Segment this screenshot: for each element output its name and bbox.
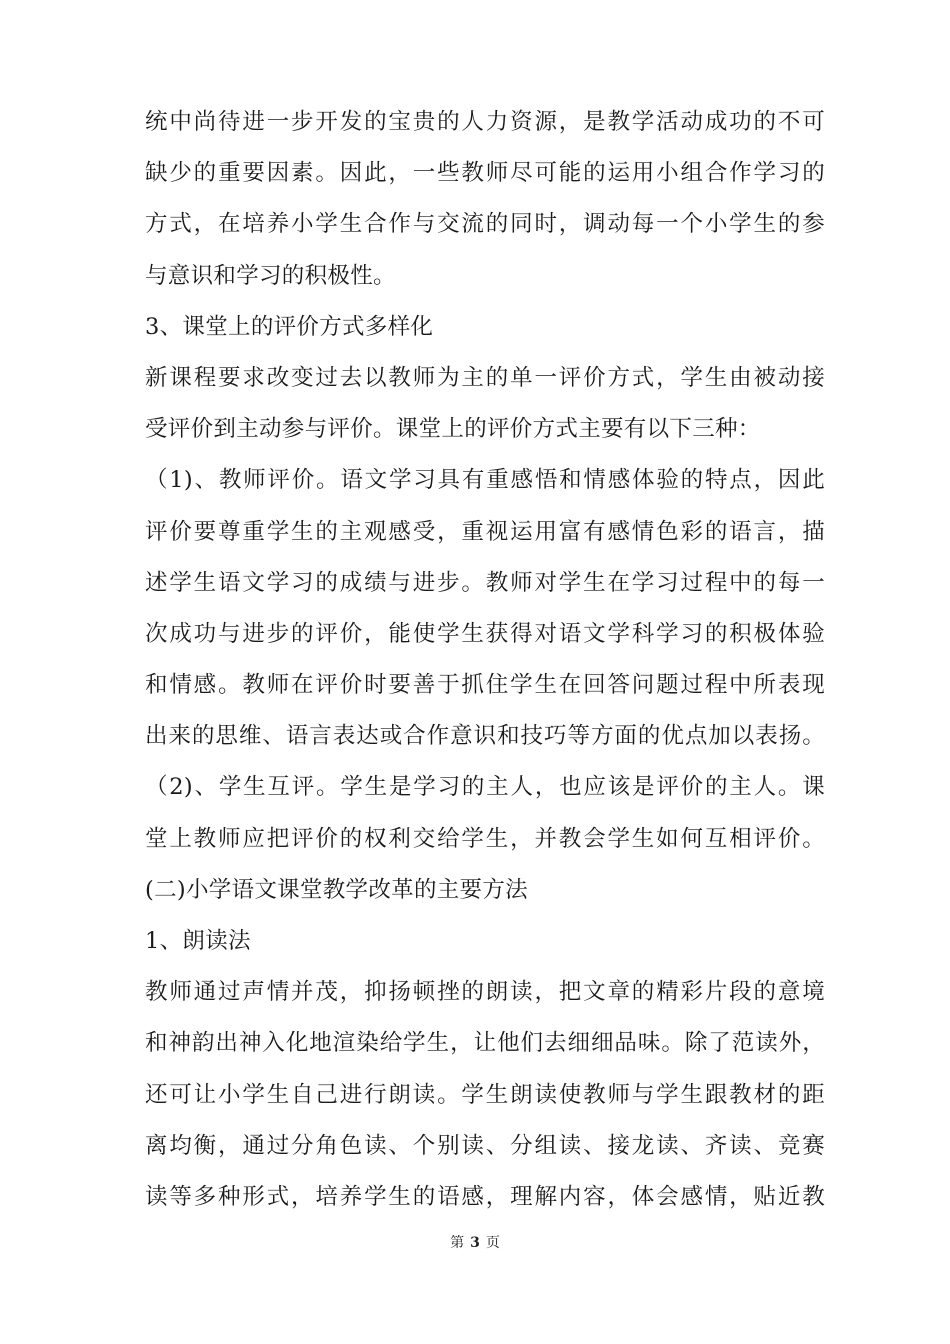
text-line: 读等多种形式，培养学生的语感，理解内容，体会感情，贴近教 (145, 1183, 825, 1210)
text-line: 和神韵出神入化地渲染给学生，让他们去细细品味。除了范读外， (145, 1030, 825, 1057)
text-line: 新课程要求改变过去以教师为主的单一评价方式，学生由被动接 (145, 364, 825, 391)
footer-suffix: 页 (485, 1235, 500, 1251)
page-footer (0, 1233, 950, 1253)
text-line: 和情感。教师在评价时要善于抓住学生在回答问题过程中所表现 (145, 672, 825, 699)
text-line: 统中尚待进一步开发的宝贵的人力资源，是教学活动成功的不可 (145, 109, 825, 135)
text-line: （2)、学生互评。学生是学习的主人，也应该是评价的主人。课 (145, 774, 825, 801)
text-line: 离均衡，通过分角色读、个别读、分组读、接龙读、齐读、竞赛 (145, 1132, 825, 1159)
text-line: 教师通过声情并茂，抑扬顿挫的朗读，把文章的精彩片段的意境 (145, 979, 825, 1006)
text-line: (二)小学语文课堂教学改革的主要方法 (145, 876, 528, 903)
text-line: 受评价到主动参与评价。课堂上的评价方式主要有以下三种： (145, 416, 761, 443)
text-line: 方式，在培养小学生合作与交流的同时，调动每一个小学生的参 (145, 211, 825, 238)
page-number: 3 (470, 1235, 480, 1251)
text-line: 评价要尊重学生的主观感受，重视运用富有感情色彩的语言，描 (145, 518, 825, 545)
text-line: 次成功与进步的评价，能使学生获得对语文学科学习的积极体验 (145, 620, 825, 647)
text-line: 1、朗读法 (145, 928, 251, 954)
text-line: 与意识和学习的积极性。 (145, 262, 396, 289)
footer-prefix: 第 (450, 1235, 465, 1251)
text-line: 堂上教师应把评价的权利交给学生，并教会学生如何互相评价。 (145, 825, 825, 852)
text-line: 3、课堂上的评价方式多样化 (145, 313, 434, 340)
text-line: 缺少的重要因素。因此，一些教师尽可能的运用小组合作学习的 (145, 160, 825, 187)
text-line: （1)、教师评价。语文学习具有重感悟和情感体验的特点，因此 (145, 467, 825, 494)
text-line: 还可让小学生自己进行朗读。学生朗读使教师与学生跟教材的距 (145, 1081, 825, 1108)
text-line: 出来的思维、语言表达或合作意识和技巧等方面的优点加以表扬。 (145, 723, 825, 750)
body-text (145, 97, 825, 1223)
text-line: 述学生语文学习的成绩与进步。教师对学生在学习过程中的每一 (145, 569, 825, 596)
